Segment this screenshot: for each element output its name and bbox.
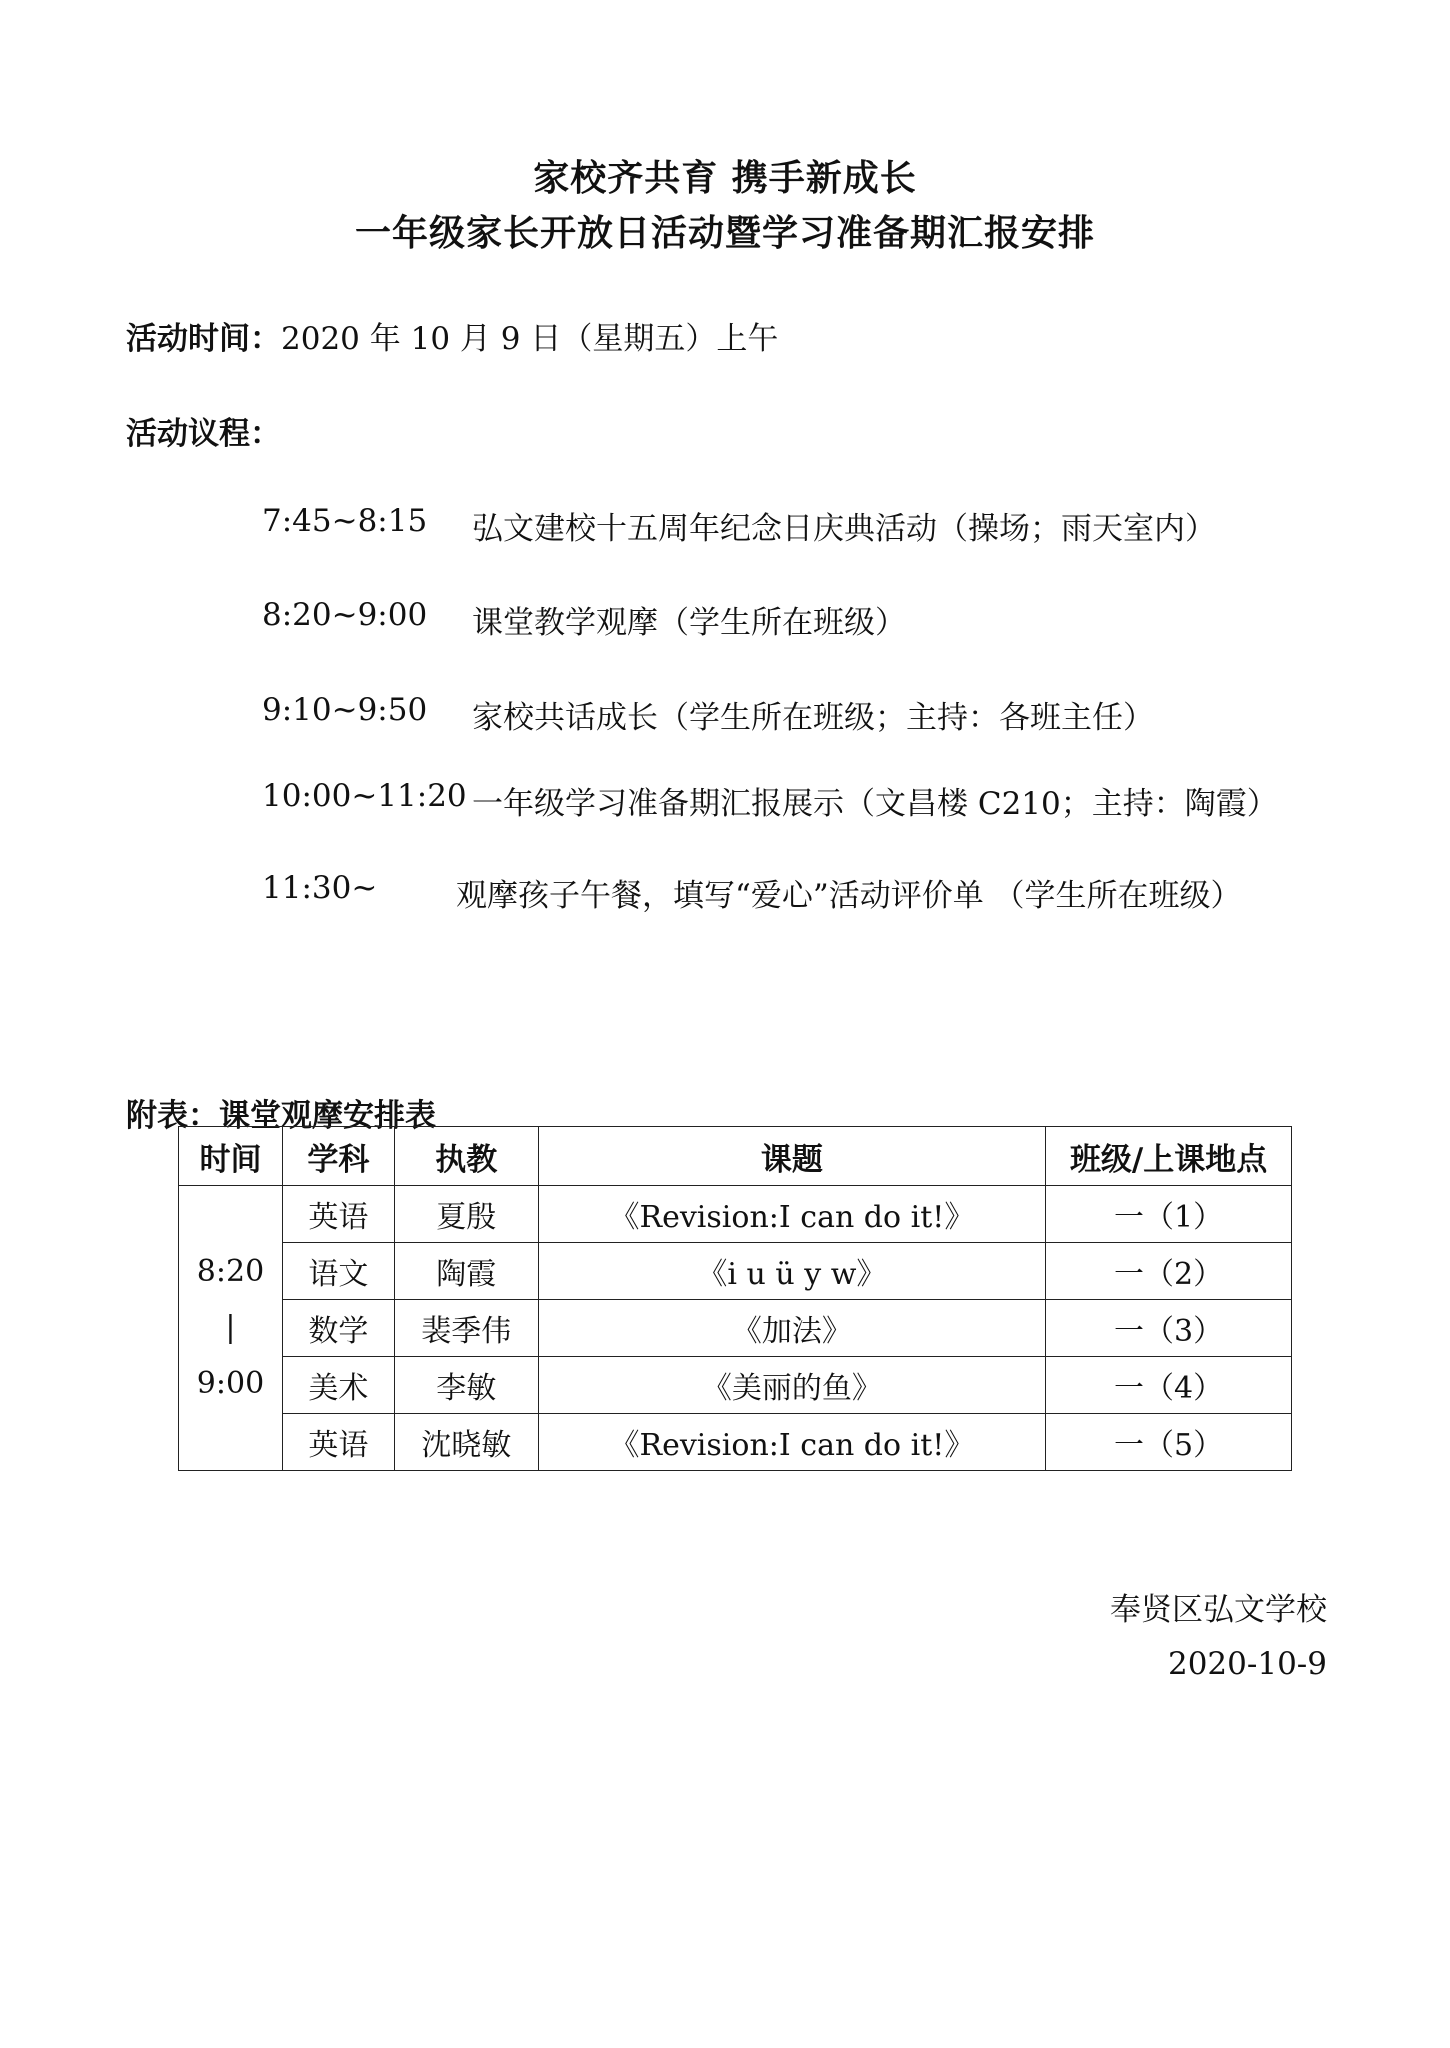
cell-subject: 语文 <box>282 1243 394 1300</box>
activity-time-value: 2020 年 10 月 9 日（星期五）上午 <box>281 321 779 357</box>
cell-topic: 《Revision:I can do it!》 <box>538 1186 1046 1243</box>
agenda-item-time: 8:20~9:00 <box>262 597 428 633</box>
cell-subject: 英语 <box>282 1186 394 1243</box>
cell-subject: 美术 <box>282 1357 394 1414</box>
agenda-item-time: 10:00~11:20 <box>262 778 467 814</box>
cell-topic: 《美丽的鱼》 <box>538 1357 1046 1414</box>
cell-topic: 《加法》 <box>538 1300 1046 1357</box>
agenda-item-desc: 一年级学习准备期汇报展示（文昌楼 C210；主持：陶霞） <box>472 786 1278 822</box>
header-time: 时间 <box>179 1127 283 1186</box>
header-topic: 课题 <box>538 1127 1046 1186</box>
agenda-item-time: 9:10~9:50 <box>262 692 428 728</box>
cell-class: 一（5） <box>1046 1414 1292 1471</box>
cell-teacher: 夏殷 <box>394 1186 538 1243</box>
observation-table <box>178 1126 1292 1471</box>
table-header-row <box>179 1127 1292 1186</box>
time-cell <box>179 1186 283 1471</box>
time-end: 9:00 <box>196 1366 265 1401</box>
time-start: 8:20 <box>196 1254 265 1289</box>
agenda-label: 活动议程： <box>126 416 281 452</box>
agenda-item-desc: 课堂教学观摩（学生所在班级） <box>472 605 906 641</box>
agenda-item <box>262 503 1216 547</box>
table-row <box>179 1414 1292 1471</box>
cell-class: 一（3） <box>1046 1300 1292 1357</box>
cell-topic: 《i u ü y w》 <box>538 1243 1046 1300</box>
agenda-item-time: 11:30~ <box>262 870 378 906</box>
cell-class: 一（2） <box>1046 1243 1292 1300</box>
cell-teacher: 李敏 <box>394 1357 538 1414</box>
time-separator: | <box>225 1310 236 1345</box>
agenda-item <box>262 597 906 641</box>
appendix-label: 附表：课堂观摩安排表 <box>126 1098 436 1134</box>
agenda-item <box>262 692 1154 736</box>
cell-class: 一（4） <box>1046 1357 1292 1414</box>
table-row <box>179 1186 1292 1243</box>
agenda-item-time: 7:45~8:15 <box>262 503 428 539</box>
table-row <box>179 1357 1292 1414</box>
agenda-heading <box>126 408 281 453</box>
activity-time <box>126 313 778 358</box>
cell-topic: 《Revision:I can do it!》 <box>538 1414 1046 1471</box>
cell-teacher: 裴季伟 <box>394 1300 538 1357</box>
signature-school: 奉贤区弘文学校 <box>1110 1592 1327 1628</box>
cell-class: 一（1） <box>1046 1186 1292 1243</box>
agenda-item-desc: 观摩孩子午餐，填写“爱心”活动评价单 （学生所在班级） <box>456 878 1242 914</box>
table-row <box>179 1300 1292 1357</box>
header-class-location: 班级/上课地点 <box>1046 1127 1292 1186</box>
agenda-item-desc: 弘文建校十五周年纪念日庆典活动（操场；雨天室内） <box>472 511 1216 547</box>
cell-subject: 英语 <box>282 1414 394 1471</box>
cell-teacher: 沈晓敏 <box>394 1414 538 1471</box>
agenda-item-desc: 家校共话成长（学生所在班级；主持：各班主任） <box>472 700 1154 736</box>
activity-time-label: 活动时间： <box>126 321 281 357</box>
header-subject: 学科 <box>282 1127 394 1186</box>
cell-teacher: 陶霞 <box>394 1243 538 1300</box>
agenda-item <box>262 778 1278 822</box>
table-row <box>179 1243 1292 1300</box>
agenda-item <box>262 870 1242 914</box>
title-line-1: 家校齐共育 携手新成长 <box>533 158 917 199</box>
title-line-2: 一年级家长开放日活动暨学习准备期汇报安排 <box>354 213 1095 254</box>
header-teacher: 执教 <box>394 1127 538 1186</box>
cell-subject: 数学 <box>282 1300 394 1357</box>
signature-date: 2020-10-9 <box>1167 1646 1327 1682</box>
